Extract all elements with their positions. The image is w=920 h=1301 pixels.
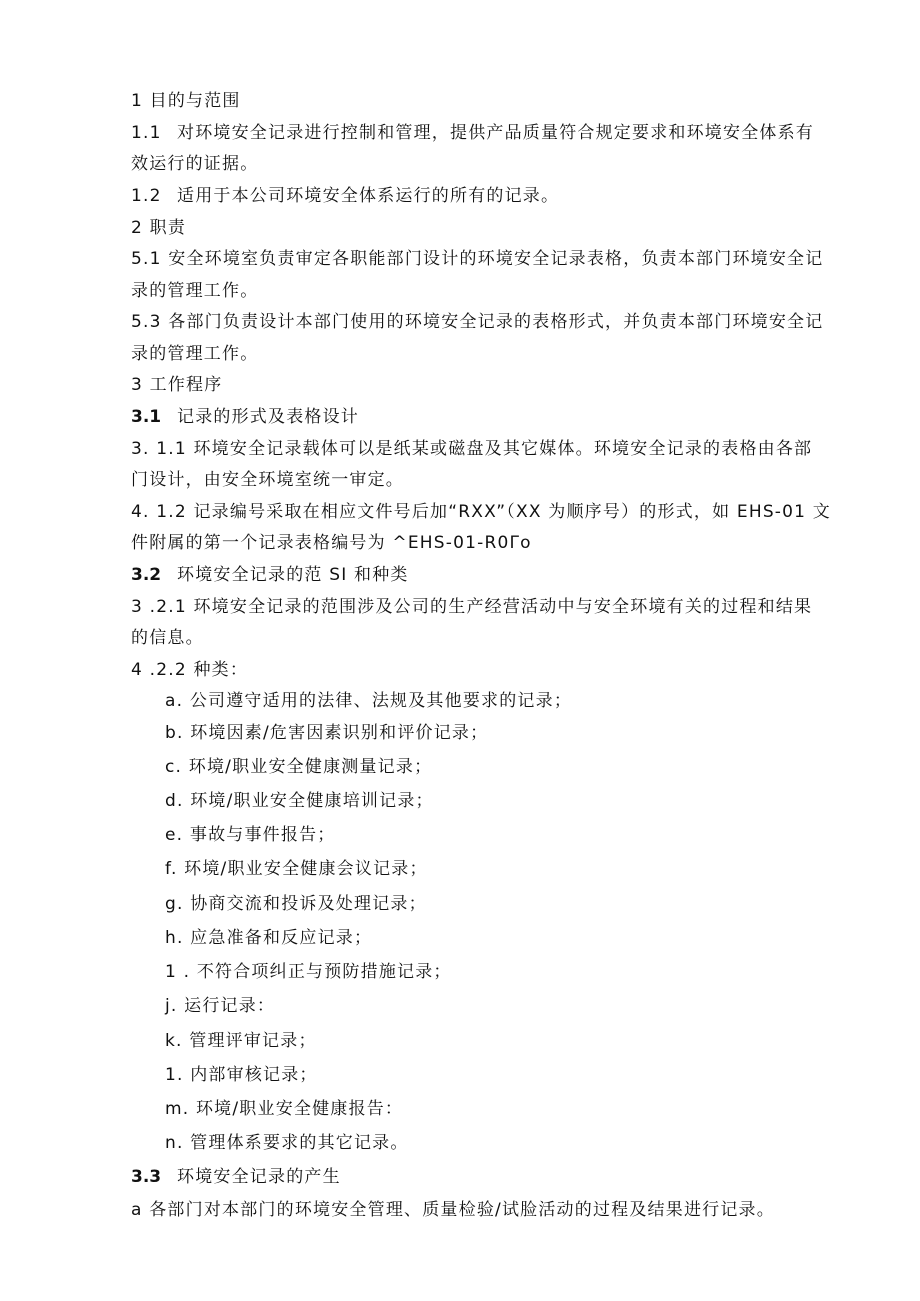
- subsection-3-3: [131, 1166, 341, 1188]
- section-2-title: 2 职责: [131, 218, 187, 238]
- clause-1-2: [131, 185, 559, 207]
- clause-4-1-2-line-2: 件附属的第一个记录表格编号为 ^EHS-01-R0Γo: [131, 533, 532, 553]
- subsection-3-1-title: 记录的形式及表格设计: [177, 407, 359, 427]
- subsection-3-2-title: 环境安全记录的范 SI 和种类: [177, 565, 409, 585]
- clause-1-1-line-1: [131, 122, 814, 144]
- list-item: 1 . 不符合项纠正与预防措施记录；: [165, 962, 452, 982]
- subsection-3-3-number: 3.3: [131, 1167, 162, 1187]
- subsection-3-2-number: 3.2: [131, 565, 162, 585]
- clause-3-2-1-line-1: 3 .2.1 环境安全记录的范围涉及公司的生产经营活动中与安全环境有关的过程和结果: [131, 597, 813, 617]
- clause-3-1-1-line-1: 3. 1.1 环境安全记录载体可以是纸某或磁盘及其它媒体。环境安全记录的表格由各部: [131, 439, 813, 459]
- clause-4-2-2: 4 .2.2 种类：: [131, 660, 249, 680]
- clause-3-2-1-line-2: 的信息。: [131, 628, 204, 648]
- section-1-title: 1 目的与范围: [131, 91, 241, 111]
- list-item: m. 环境/职业安全健康报告：: [165, 1099, 404, 1119]
- clause-5-1-line-2: 录的管理工作。: [131, 281, 259, 301]
- list-item: k. 管理评审记录；: [165, 1031, 317, 1051]
- clause-3-1-1-line-2: 门设计，由安全环境室统一审定。: [131, 470, 404, 490]
- list-item: b. 环境因素/危害因素识别和评价记录；: [165, 723, 489, 743]
- subsection-3-3-title: 环境安全记录的产生: [177, 1167, 341, 1187]
- subsection-3-2: [131, 564, 409, 586]
- list-item: j. 运行记录：: [165, 996, 276, 1016]
- list-item: e. 事故与事件报告；: [165, 825, 336, 845]
- list-item: h. 应急准备和反应记录；: [165, 928, 373, 948]
- list-item: 1. 内部审核记录；: [165, 1065, 318, 1085]
- list-item: g. 协商交流和投诉及处理记录；: [165, 894, 427, 914]
- clause-5-3-line-1: 5.3 各部门负责设计本部门使用的环境安全记录的表格形式，并负责本部门环境安全记: [131, 312, 824, 332]
- clause-1-1-number: 1.1: [131, 123, 162, 143]
- clause-1-2-text: 适用于本公司环境安全体系运行的所有的记录。: [177, 186, 560, 206]
- section-3-title: 3 工作程序: [131, 375, 223, 395]
- clause-5-1-line-1: 5.1 安全环境室负责审定各职能部门设计的环境安全记录表格，负责本部门环境安全记: [131, 249, 824, 269]
- list-item: f. 环境/职业安全健康会议记录；: [165, 859, 428, 879]
- clause-5-3-line-2: 录的管理工作。: [131, 344, 259, 364]
- clause-a: a 各部门对本部门的环境安全管理、质量检验/试脸活动的过程及结果进行记录。: [131, 1200, 775, 1220]
- clause-4-1-2-line-1: 4. 1.2 记录编号采取在相应文件号后加“RXX”（XX 为顺序号）的形式，如 EHS-01 文: [131, 502, 831, 522]
- clause-1-1-text: 对环境安全记录进行控制和管理，提供产品质量符合规定要求和环境安全体系有: [177, 123, 814, 143]
- list-item: n. 管理体系要求的其它记录。: [165, 1133, 409, 1153]
- list-item: d. 环境/职业安全健康培训记录；: [165, 791, 434, 811]
- subsection-3-1: [131, 406, 359, 428]
- subsection-3-1-number: 3.1: [131, 407, 162, 427]
- list-item: c. 环境/职业安全健康测量记录；: [165, 757, 433, 777]
- clause-1-2-number: 1.2: [131, 186, 162, 206]
- list-item: a. 公司遵守适用的法律、法规及其他要求的记录；: [165, 691, 573, 711]
- clause-1-1-line-2: 效运行的证据。: [131, 154, 259, 174]
